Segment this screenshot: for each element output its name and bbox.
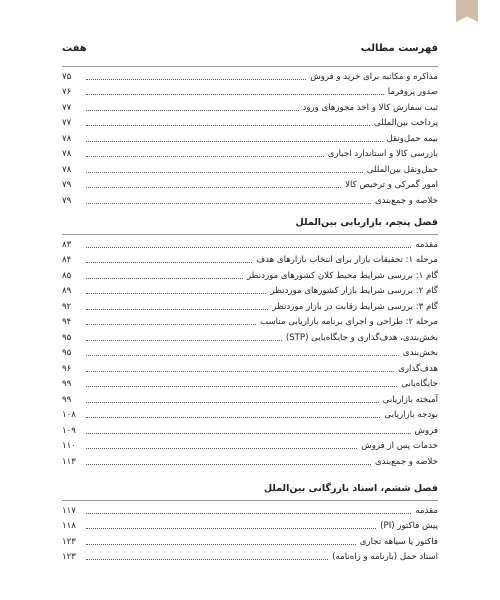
page-header [62, 40, 438, 56]
toc-entry-title: بیمه حمل‌ونقل [386, 133, 438, 144]
dot-leader [86, 110, 299, 111]
dot-leader [86, 355, 399, 356]
toc-entry-title: حمل‌ونقل بین‌المللی [366, 164, 438, 175]
toc-entry-page: ۱۱۳ [62, 456, 76, 467]
toc-entry-title: مرحله ۲: طراحی و اجرای برنامه بازاریابی مناسب [260, 317, 438, 327]
dot-leader [86, 293, 266, 294]
toc-entry-title: خلاصه و جمع‌بندی [374, 456, 438, 467]
toc-entry-title: پرداخت بین‌المللی [373, 118, 438, 128]
dot-leader [86, 79, 306, 80]
toc-entry-page: ۱۲۳ [62, 552, 76, 562]
toc-entry-page: ۷۹ [62, 195, 72, 206]
dot-leader [86, 433, 411, 434]
toc-entry-page: ۷۸ [62, 149, 72, 159]
toc-entry [62, 129, 438, 145]
toc-entry-title: گام ۲: بررسی شرایط بازار کشورهای موردنظر [270, 286, 438, 296]
chapter-heading: فصل ششم، اسناد بازرگانی بین‌الملل [263, 483, 438, 494]
toc-entry-page: ۸۹ [62, 286, 72, 296]
toc-entry-title: گام ۳: بررسی شرایط رقابت در بازار موردنظر [272, 301, 438, 312]
page-number-label: هفت [62, 42, 87, 54]
dot-leader [86, 528, 376, 529]
toc-entry [62, 452, 438, 468]
dot-leader [86, 247, 411, 248]
toc-entry-page: ۷۷ [62, 102, 72, 113]
toc-entry [62, 83, 438, 99]
toc-entry-page: ۱۱۸ [62, 521, 76, 531]
toc-entry [62, 344, 438, 360]
dot-leader [86, 371, 394, 372]
toc-entry-title: صدور پروفرما [387, 87, 438, 97]
toc-entry-title: خدمات پس از فروش [361, 441, 438, 451]
toc-entry [62, 328, 438, 344]
toc-entry [62, 191, 438, 207]
toc-entry-page: ۷۵ [62, 71, 72, 82]
toc-entry-title: فاکتور یا سیاهه تجاری [359, 536, 438, 547]
dot-leader [86, 513, 411, 514]
toc-entry-page: ۷۸ [62, 164, 72, 175]
dot-leader [86, 544, 356, 545]
toc-entry-title: آمیخته بازاریابی [382, 394, 438, 405]
toc-entry-page: ۱۰۹ [62, 425, 76, 436]
dot-leader [86, 559, 328, 560]
dot-leader [86, 417, 380, 418]
bookmark-ribbon [456, 0, 478, 22]
toc-entry-title: گام ۱: بررسی شرایط محیط کلان کشورهای موردنظر [246, 270, 438, 281]
toc-entry [62, 359, 438, 375]
toc-entry-title: پیش فاکتور (PI) [380, 521, 438, 531]
toc-entry-page: ۱۰۸ [62, 410, 76, 420]
toc-entry-page: ۷۶ [62, 87, 72, 97]
page-title: فهرست مطالب [360, 42, 438, 54]
toc-entry-page: ۹۴ [62, 317, 72, 327]
toc-entry [62, 406, 438, 422]
toc-entry-page: ۷۹ [62, 180, 72, 190]
toc-entry-title: بازرسی کالا و استاندارد اجباری [327, 149, 438, 159]
toc-entry-page: ۸۳ [62, 239, 72, 250]
toc-entry [62, 235, 438, 251]
dot-leader [86, 203, 371, 204]
toc-entry [62, 67, 438, 83]
toc-chapter-5 [62, 212, 438, 468]
toc-entry [62, 114, 438, 130]
toc-entry [62, 437, 438, 453]
toc-entry [62, 390, 438, 406]
dot-leader [86, 324, 256, 325]
toc-entry [62, 282, 438, 298]
toc-entry [62, 98, 438, 114]
toc-entry-title: مرحله ۱: تحقیقات بازار برای انتخاب بازارهای هدف [256, 255, 438, 265]
toc-entry-title: بخش‌بندی [402, 348, 438, 358]
toc-entry-page: ۹۲ [62, 301, 72, 312]
dot-leader [86, 262, 252, 263]
toc-chapter-6 [62, 478, 438, 563]
dot-leader [86, 94, 384, 95]
toc-entry [62, 266, 438, 282]
toc-entry-page: ۱۱۷ [62, 505, 76, 516]
toc-entry [62, 517, 438, 533]
toc-entry-page: ۸۵ [62, 270, 72, 281]
toc-entry-title: ثبت سفارش کالا و اخذ مجوزهای ورود [302, 102, 438, 113]
toc-entry-page: ۷۸ [62, 133, 72, 144]
dot-leader [86, 141, 383, 142]
dot-leader [86, 309, 268, 310]
dot-leader [86, 340, 282, 341]
toc-entry-title: خلاصه و جمع‌بندی [374, 195, 438, 206]
toc-entry-page: ۱۲۳ [62, 536, 76, 547]
toc-entry [62, 375, 438, 391]
toc-entry-page: ۸۴ [62, 255, 72, 265]
toc-entry-title: بودجه بازاریابی [384, 410, 438, 420]
toc-entry [62, 532, 438, 548]
toc-entry-page: ۹۶ [62, 363, 72, 374]
toc-entry-page: ۹۹ [62, 379, 72, 389]
toc-entry-title: هدف‌گذاری [398, 363, 438, 374]
toc-entry-title: مقدمه [415, 505, 438, 516]
toc-entry [62, 421, 438, 437]
dot-leader [86, 172, 363, 173]
chapter-heading: فصل پنجم، بازاریابی بین‌الملل [295, 217, 438, 228]
toc-entry-title: مذاکره و مکاتبه برای خرید و فروش [310, 71, 438, 82]
toc-entry-title: امور گمرکی و ترخیص کالا [345, 180, 438, 190]
toc-entry-title: اسناد حمل (بارنامه و راه‌نامه) [332, 552, 438, 562]
dot-leader [86, 386, 397, 387]
toc-entry [62, 160, 438, 176]
toc-group-chapter4-tail [62, 66, 438, 207]
toc-entry [62, 176, 438, 192]
toc-entry-page: ۹۵ [62, 332, 72, 343]
toc-entry-title: مقدمه [415, 239, 438, 250]
toc-entry [62, 548, 438, 564]
toc-entry [62, 501, 438, 517]
toc-entry-page: ۷۷ [62, 118, 72, 128]
dot-leader [86, 125, 370, 126]
toc-entry [62, 313, 438, 329]
toc-entry [62, 297, 438, 313]
toc-entry-page: ۹۵ [62, 348, 72, 358]
dot-leader [86, 187, 341, 188]
toc-entry-page: ۹۹ [62, 394, 72, 405]
toc-entry-title: فروش [414, 425, 438, 436]
toc-entry-title: جایگاه‌یابی [401, 379, 438, 389]
dot-leader [86, 278, 243, 279]
toc-entry [62, 145, 438, 161]
dot-leader [86, 156, 324, 157]
dot-leader [86, 448, 357, 449]
toc-entry [62, 251, 438, 267]
toc-entry-page: ۱۱۰ [62, 441, 76, 451]
dot-leader [86, 402, 379, 403]
dot-leader [86, 464, 371, 465]
toc-entry-title: بخش‌بندی، هدف‌گذاری و جایگاه‌یابی (STP) [285, 332, 438, 343]
